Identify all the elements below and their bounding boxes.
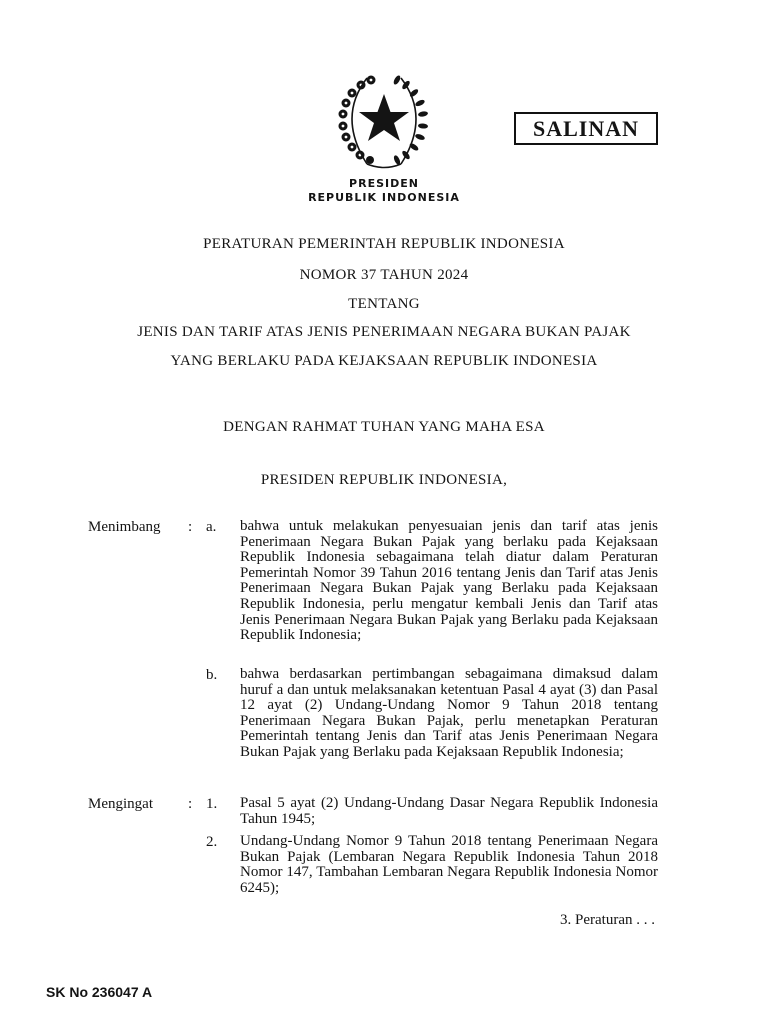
opening-blessing: DENGAN RAHMAT TUHAN YANG MAHA ESA (223, 419, 545, 435)
menimbang-item-b: bahwa berdasarkan pertimbangan sebagaimana dimaksud dalam huruf a dan untuk melaksanakan ketentuan Pasal 4 ayat (3) dan Pasal 12 ayat (2) Undang-Undang Nomor 9 Tahun 2018 tentang Penerimaan Negara Bukan Pajak, perlu menetapkan Peraturan Pemerintah tentang Jenis dan Tarif atas Jenis Penerimaan Negara Bukan Pajak yang Berlaku pada Kejaksaan Republik Indonesia; (240, 666, 658, 760)
menimbang-marker-b: b. (206, 667, 218, 683)
menimbang-item-a: bahwa untuk melakukan penyesuaian jenis dan tarif atas jenis Penerimaan Negara Bukan Pajak yang berlaku pada Kejaksaan Republik Indonesia sebagaimana telah diatur dalam Peraturan Pemerintah Nomor 39 Tahun 2016 tentang Jenis dan Tarif atas Jenis Penerimaan Negara Bukan Pajak yang Berlaku pada Kejaksaan Republik Indonesia, perlu mengatur kembali Jenis dan Tarif atas Jenis Penerimaan Negara Bukan Pajak yang Berlaku pada Kejaksaan Republik Indonesia; (240, 518, 658, 644)
regulation-title: PERATURAN PEMERINTAH REPUBLIK INDONESIA (203, 236, 565, 252)
salinan-stamp: SALINAN (514, 112, 658, 145)
mengingat-marker-2: 2. (206, 834, 218, 850)
mengingat-label: Mengingat (88, 796, 153, 812)
page-continuation: 3. Peraturan . . . (560, 912, 655, 928)
regulation-subject-line1: JENIS DAN TARIF ATAS JENIS PENERIMAAN NEGARA BUKAN PAJAK (137, 324, 631, 340)
presidential-star-emblem-icon (331, 72, 437, 172)
menimbang-marker-a: a. (206, 519, 217, 535)
office-label-republik: REPUBLIK INDONESIA (308, 191, 460, 204)
mengingat-colon: : (188, 796, 193, 812)
opening-president: PRESIDEN REPUBLIK INDONESIA, (260, 472, 508, 488)
regulation-number: NOMOR 37 TAHUN 2024 (299, 267, 469, 283)
mengingat-item-1: Pasal 5 ayat (2) Undang-Undang Dasar Negara Republik Indonesia Tahun 1945; (240, 795, 658, 827)
office-label-presiden: PRESIDEN (349, 177, 419, 190)
mengingat-item-2: Undang-Undang Nomor 9 Tahun 2018 tentang Penerimaan Negara Bukan Pajak (Lembaran Negara Republik Indonesia Tahun 2018 Nomor 147, Tambahan Lembaran Negara Republik Indonesia Nomor 6245); (240, 833, 658, 896)
regulation-about: TENTANG (348, 296, 420, 312)
sk-number: SK No 236047 A (46, 984, 153, 1000)
mengingat-marker-1: 1. (206, 796, 218, 812)
regulation-subject-line2: YANG BERLAKU PADA KEJAKSAAN REPUBLIK INDONESIA (170, 353, 598, 369)
menimbang-colon: : (188, 519, 193, 535)
menimbang-label: Menimbang (88, 519, 161, 535)
